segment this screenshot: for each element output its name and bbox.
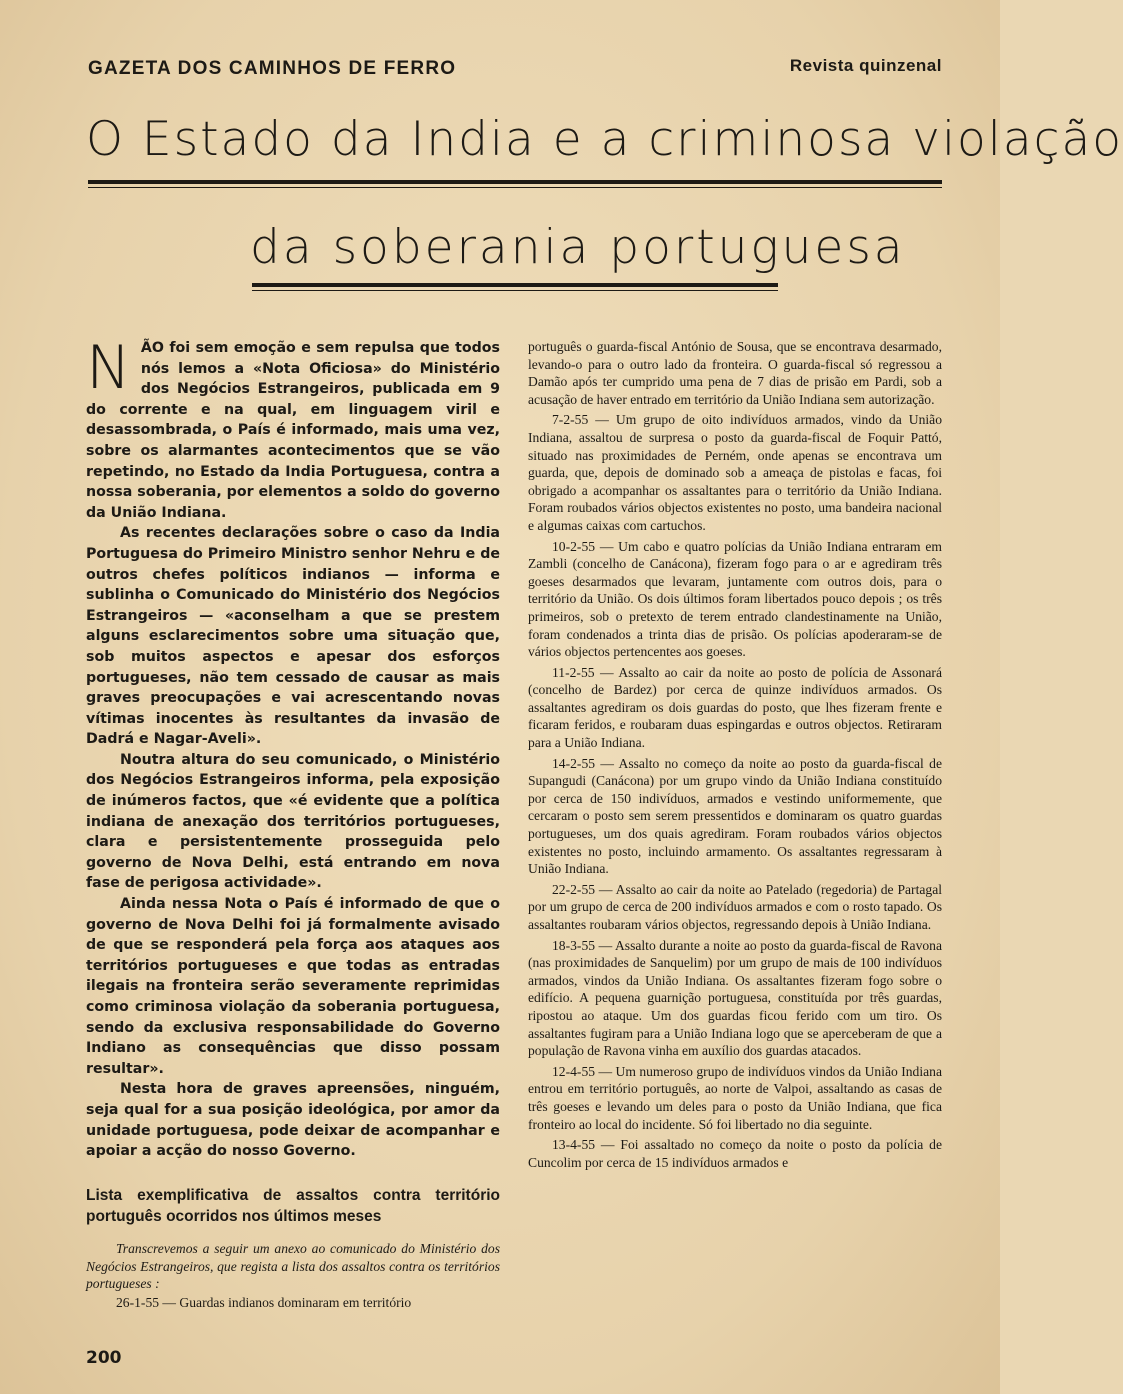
paragraph-text: ÃO foi sem emoção e sem repulsa que todos nós lemos a «Nota Oficiosa» do Ministério dos Negócios Estrangeiros, publicada em 9 do corrente e na qual, em linguagem viril e desassombrada, o País é informado, mais uma vez, sobre os alarmantes acontecimentos que se vão repetindo, no Estado da India Portuguesa, contra a nossa soberania, por elementos a soldo do governo da União Indiana. <box>86 340 500 521</box>
paragraph: Ainda nessa Nota o País é informado de que o governo de Nova Delhi foi já formalmente avisado de que se responderá pela força aos ataques aos territórios portugueses e que todas as entradas ilegais na fronteira serão severamente reprimidas como criminosa violação da soberania portuguesa, sendo da exclusiva responsabilidade do Governo Indiano as consequências que disso possam resultar». <box>86 896 500 1077</box>
paragraph <box>86 333 500 523</box>
periodicity-label: Revista quinzenal <box>789 56 942 75</box>
list-entry: 18-3-55 — Assalto durante a noite ao posto da guarda-fiscal de Ravona (nas proximidades de Sanquelim) por um grupo de mais de 100 indivíduos armados, vindos da União Indiana. Os assaltantes fizeram fogo sobre o edifício. A pequena guarnição portuguesa, constituída por três guardas, ripostou ao ataque. Um dos guardas ficou ferido com um tiro. Os assaltantes fugiram para a União Indiana logo que se aperceberam de que a população de Ravona vinha em auxílio dos guardas atacados. <box>528 937 942 1059</box>
page-number: 200 <box>86 1348 122 1368</box>
paragraph: Nesta hora de graves apreensões, ninguém, seja qual for a sua posição ideológica, por amor da unidade portuguesa, pode deixar de acompanhar e apoiar a acção do nosso Governo. <box>86 1081 500 1160</box>
title-rule-thick <box>88 180 942 184</box>
list-entry: 14-2-55 — Assalto no começo da noite ao posto da guarda-fiscal de Supangudi (Canácona) por um grupo vindo da União Indiana constituído por cerca de 150 indivíduos, armados e vestindo uniformemente, que cercaram o posto sem serem pressentidos e dominaram os quatro guardas portugueses, um dos quais agrediram. Foram roubados vários objectos existentes no posto, incluindo armamento. Os assaltantes regressaram à União Indiana. <box>528 755 942 877</box>
article-title-line-1: O Estado da India e a criminosa violação <box>86 112 1123 167</box>
publication-title: GAZETA DOS CAMINHOS DE FERRO <box>88 58 457 79</box>
list-entry: 26-1-55 — Guardas indianos dominaram em território <box>116 1295 412 1310</box>
title-rule-thin <box>88 187 942 188</box>
list-entry: 7-2-55 — Um grupo de oito indivíduos armados, vindo da União Indiana, assaltou de surpresa o posto da guarda-fiscal de Foquir Pattó, situado nas proximidades de Perném, onde apenas se encontrava um guarda, que, depois de dominado sob a ameaça de pistolas e facas, foi obrigado a acompanhar os assaltantes para o território da União Indiana. Foram roubados vários objectos existentes no posto, uma bandeira nacional e algumas caixas com cartuchos. <box>528 412 942 533</box>
list-entry: 12-4-55 — Um numeroso grupo de indivíduos vindos da União Indiana entrou em território português, ao norte de Valpoi, assaltando as casas de três goeses e levando um deles para o posto da União Indiana, que fica fronteiro ao local do incidente. Só foi libertado no dia seguinte. <box>528 1063 942 1132</box>
paragraph: As recentes declarações sobre o caso da India Portuguesa do Primeiro Ministro senhor Nehru e de outros chefes políticos indianos — informa e sublinha o Comunicado do Ministério dos Negócios Estrangeiros — «aconselham a que se prestem alguns esclarecimentos sobre uma situação que, sob muitos aspectos e apesar dos esforços portugueses, não tem cessado de causar as mais graves preocupações e vai acrescentando novas vítimas inocentes às resultantes da invasão de Dadrá e Nagar-Aveli». <box>86 525 500 748</box>
list-entry: 22-2-55 — Assalto ao cair da noite ao Patelado (regedoria) de Partagal por um grupo de cerca de 200 indivíduos armados e com o rosto tapado. Os assaltantes roubaram vários objectos, regressando depois à União Indiana. <box>528 881 942 932</box>
list-entry: 13-4-55 — Foi assaltado no começo da noite o posto da polícia de Cuncolim por cerca de 15 indivíduos armados e <box>528 1137 942 1170</box>
left-column <box>86 333 500 1162</box>
article-title-line-2: da soberania portuguesa <box>250 220 906 275</box>
list-heading: Lista exemplificativa de assaltos contra território português ocorridos nos últimos meses <box>86 1187 500 1225</box>
list-entry: 10-2-55 — Um cabo e quatro polícias da União Indiana entraram em Zambli (concelho de Canácona), fizeram fogo para o ar e agrediram três goeses desarmados que levaram, juntamente com outros dois, para o território da União. Os dois últimos foram libertados pouco depois ; os três primeiros, sob o pretexto de terem entrado clandestinamente na União, foram condenados a trinta dias de prisão. Os polícias apoderaram-se de vários objectos pertencentes aos goeses. <box>528 538 942 660</box>
list-entry: 11-2-55 — Assalto ao cair da noite ao posto de polícia de Assonará (concelho de Bardez) por cerca de quinze indivíduos armados. Os assaltantes agrediram os dois guardas do posto, que lhes fizeram frente e ficaram feridos, e roubaram duas espingardas e outros objectos. Retiraram para a União Indiana. <box>528 664 942 751</box>
drop-cap: N <box>86 333 131 403</box>
list-entry-continuation: português o guarda-fiscal António de Sousa, que se encontrava desarmado, levando-o para o outro lado da fronteira. O guarda-fiscal só regressou a Damão após ter cumprido uma pena de 7 dias de prisão em Pardi, sob a acusação de haver entrado em território da União Indiana sem autorização. <box>528 339 942 407</box>
paragraph: Noutra altura do seu comunicado, o Ministério dos Negócios Estrangeiros informa, pela exposição de inúmeros factos, que «é evidente que a política indiana de anexação dos territórios portugueses, clara e persistentemente prosseguida pelo governo de Nova Delhi, está entrando em nova fase de perigosa actividade». <box>86 751 500 892</box>
subtitle-rule-thin <box>252 290 778 291</box>
subtitle-rule-thick <box>252 283 778 287</box>
right-column <box>528 338 942 1174</box>
list-intro: Transcrevemos a seguir um anexo ao comunicado do Ministério dos Negócios Estrangeiros, que regista a lista dos assaltos contra os territórios portugueses : <box>86 1241 500 1292</box>
